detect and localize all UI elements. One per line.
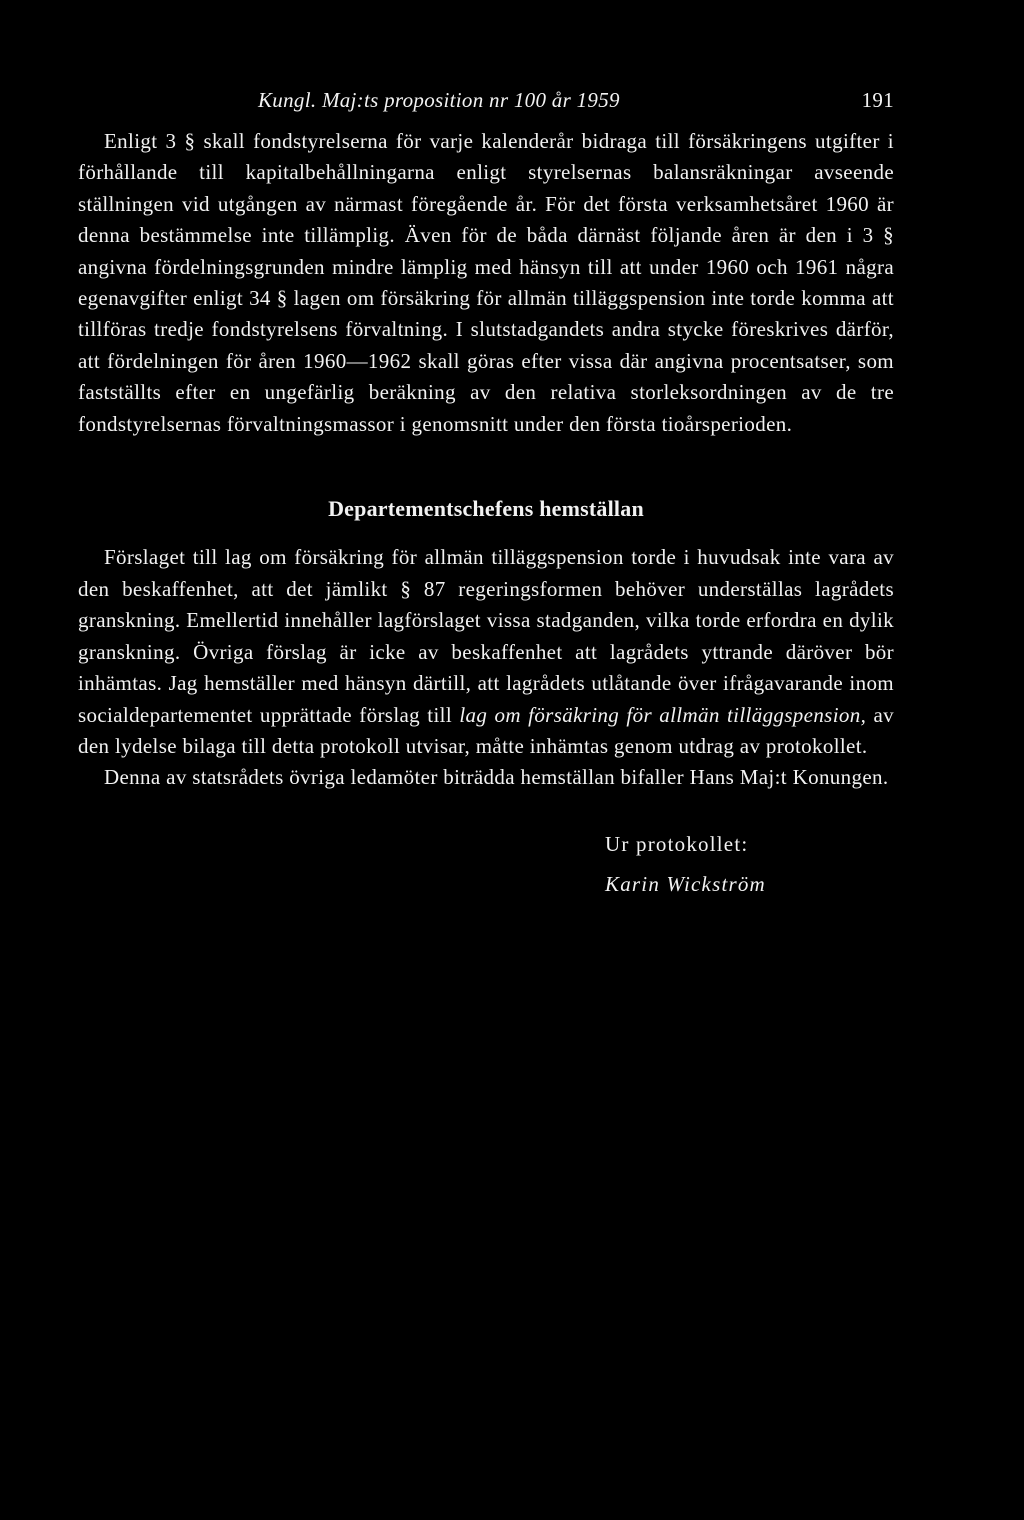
signature-name: Karin Wickström bbox=[605, 872, 766, 896]
law-title-italic: lag om försäkring för allmän tilläggspension, bbox=[459, 702, 867, 727]
paragraph-recommendation-text-end: av den lydelse bilaga till detta protokoll utvisar, måtte inhämtas genom utdrag av protokollet. bbox=[78, 702, 894, 758]
document-page bbox=[78, 86, 894, 794]
header-title: Kungl. Maj:ts proposition nr 100 år 1959 bbox=[258, 88, 620, 112]
paragraph-recommendation bbox=[78, 542, 894, 762]
paragraph-approval: Denna av statsrådets övriga ledamöter biträdda hemställan bifaller Hans Maj:t Konungen. bbox=[104, 765, 889, 790]
body-text bbox=[78, 126, 894, 794]
page-number: 191 bbox=[861, 88, 894, 112]
paragraph-recommendation-text-start: Förslaget till lag om försäkring för allmän tilläggspension torde i huvudsak inte vara av den beskaffenhet, att det jämlikt § 87 regeringsformen behöver underställas lagrådets granskning. Emellertid innehåller lagförslaget vissa stadganden, vilka torde erfordra en dylik granskning. Övriga förslag är icke av beskaffenhet att lagrådets yttrande däröver bör inhämtas. Jag hemställer med hänsyn därtill, att lagrådets utlåtande över ifrågavarande inom socialdepartementet upprättade förslag till bbox=[78, 545, 894, 727]
signature-label: Ur protokollet: bbox=[605, 832, 749, 856]
paragraph-fund-allocation: Enligt 3 § skall fondstyrelserna för varje kalenderår bidraga till försäkringens utgifter i förhållande till kapitalbehållningarna enligt styrelsernas balansräkningar avseende ställningen vid utgången av närmast föregående år. För det första verksamhetsåret 1960 är denna bestämmelse inte tillämplig. Även för de båda därnäst följande åren är den i 3 § angivna fördelningsgrunden mindre lämplig med hänsyn till att under 1960 och 1961 några egenavgifter enligt 34 § lagen om försäkring för allmän tilläggspension inte torde komma att tillföras tredje fondstyrelsens förvaltning. I slutstadgandets andra stycke föreskrives därför, att fördelningen för åren 1960—1962 skall göras efter vissa där angivna procentsatser, som fastställts efter en ungefärlig beräkning av den relativa storleksordningen av de tre fondstyrelsernas förvaltningsmassor i genomsnitt under den första tioårsperioden. bbox=[78, 129, 894, 436]
running-header bbox=[78, 86, 894, 126]
section-heading: Departementschefens hemställan bbox=[328, 496, 644, 522]
